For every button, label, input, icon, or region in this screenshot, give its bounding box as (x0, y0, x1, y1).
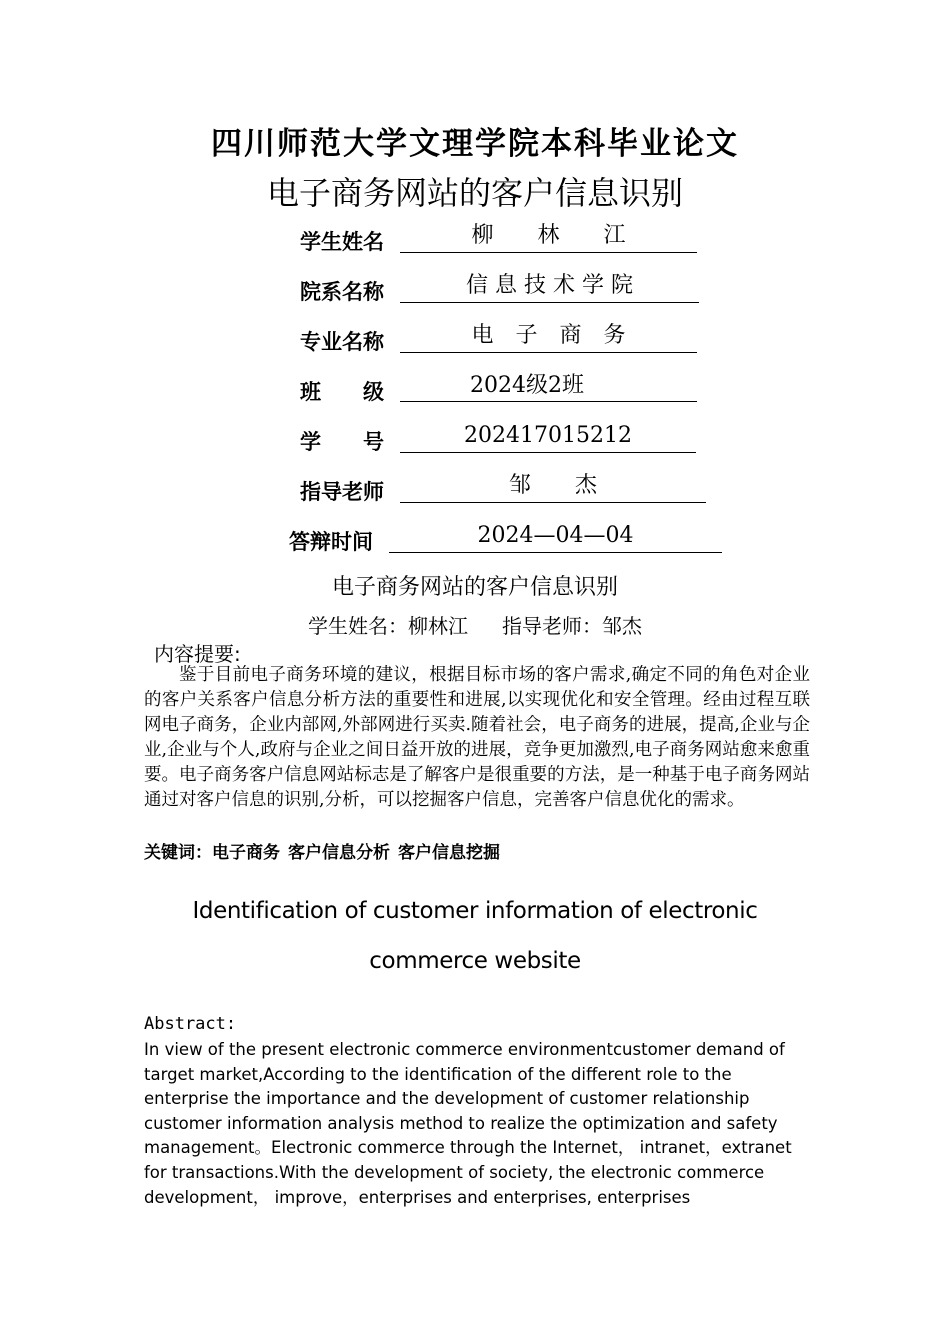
english-abstract-body: In view of the present electronic commerce environmentcustomer demand of target market,According to the identification of the different role to the enterprise the importance and the development of customer relationship customer information analysis method to realize the optimization and safety management。Electronic commerce through the Internet， intranet，extranet for transactions.With the development of society, the electronic commerce development， improve，enterprises and enterprises, enterprises (144, 1040, 792, 1207)
english-abstract-label: Abstract: (144, 1014, 237, 1034)
defense-date-label: 答辩时间 (289, 529, 373, 554)
abstract-label: 内容提要: (154, 642, 241, 666)
department-label: 院系名称 (300, 279, 384, 304)
english-title-line-1: Identification of customer information of electronic (192, 898, 758, 924)
keywords-line (144, 838, 508, 863)
class-label: 班 级 (300, 379, 384, 404)
student-name-line: 学生姓名：柳林江 (308, 614, 468, 638)
abstract-title: 电子商务网站的客户信息识别 (331, 575, 618, 600)
defense-date-value: 2024—04—04 (389, 521, 722, 553)
department-value: 信 息 技 术 学 院 (400, 271, 699, 303)
major-label: 专业名称 (300, 329, 384, 354)
student-id-value: 202417015212 (400, 421, 696, 453)
student-id-label: 学 号 (300, 429, 384, 454)
university-thesis-title: 四川师范大学文理学院本科毕业论文 (211, 126, 739, 162)
keyword: 客户信息分析 (288, 843, 390, 863)
keyword: 客户信息挖掘 (398, 843, 500, 863)
author-line (0, 610, 950, 639)
advisor-value: 邹 杰 (400, 471, 706, 503)
student-name-value: 柳 林 江 (400, 221, 697, 253)
keyword: 电子商务 (212, 843, 280, 863)
major-value: 电 子 商 务 (400, 321, 697, 353)
student-name-label: 学生姓名 (300, 229, 384, 254)
advisor-name-line: 指导老师：邹杰 (502, 614, 642, 638)
english-title-line-2: commerce website (369, 948, 581, 974)
class-value: 2024级2班 (400, 371, 697, 402)
advisor-label: 指导老师 (300, 479, 384, 504)
keywords-label: 关键词： (144, 843, 212, 863)
thesis-title: 电子商务网站的客户信息识别 (266, 174, 683, 212)
abstract-body: 鉴于目前电子商务环境的建议，根据目标市场的客户需求,确定不同的角色对企业的客户关系客户信息分析方法的重要性和进展,以实现优化和安全管理。经由过程互联网电子商务，企业内部网,外部网进行买卖.随着社会，电子商务的进展，提高,企业与企业,企业与个人,政府与企业之间日益开放的进展，竞争更加激烈,电子商务网站愈来愈重要。电子商务客户信息网站标志是了解客户是很重要的方法，是一种基于电子商务网站通过对客户信息的识别,分析，可以挖掘客户信息，完善客户信息优化的需求。 (144, 665, 810, 810)
